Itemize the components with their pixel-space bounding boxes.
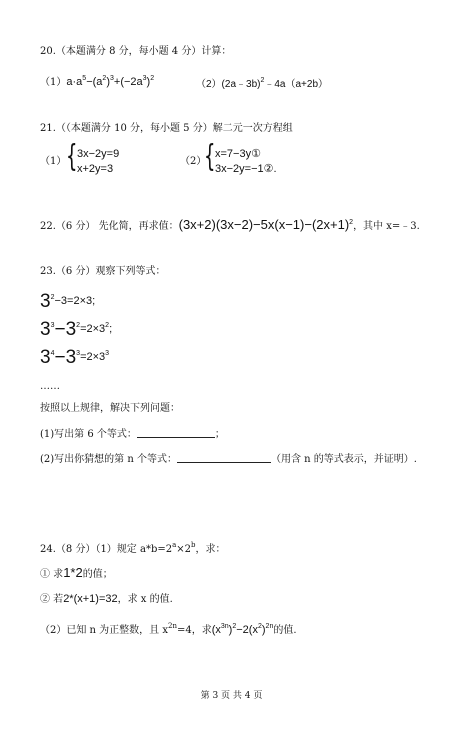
q23-part1: (1)写出第 6 个等式： ； [40,429,225,440]
q24-item-2: ② 若2*(x+1)=32，求 x 的值. [40,593,173,605]
q24-part2: （2）已知 n 为正整数，且 $x^{2n}=4$，求$(x^{3n})^2-2(x^2)^{2n}$的值. [40,622,297,636]
q23-equation-1: $3^2-3=2\times 3$; [40,291,96,312]
q20-part1: $(1)a\cdot a^5-(a^2)^3+(-2a^3)^2$ [40,75,155,88]
left-brace-icon: { [66,139,78,174]
q23-equation-3: $3^4-3^3=2\times 3^3$ [40,347,110,368]
q23-title: 23.（6 分）观察下列等式： [40,266,166,277]
q24-item-1: ① 求1*2的值； [40,565,113,580]
q21-title: 21.（（本题满分 10 分，每小题 5 分）解二元一次方程组 [40,123,293,134]
q23-ellipsis: …… [40,381,60,392]
q21-part1-eq1: 3x−2y=9 [77,148,120,160]
answer-blank[interactable] [177,452,271,463]
page-number: 第 3 页 共 4 页 [200,691,263,701]
q23-equation-2: $3^3-3^2=2\times 3^2$; [40,319,113,340]
answer-blank[interactable] [137,427,215,438]
q22-expression: $(3x+2)(3x-2)-5x(x-1)-(2x+1)^2$ [178,217,354,232]
q21-part2-system [204,139,284,178]
q24-title: 24.（8 分）（1）规定 $a*b=2^a\times 2^b$，求： [40,541,226,555]
q23-instruction: 按照以上规律，解决下列问题： [40,403,180,414]
q21-part1-eq2: x+2y=3 [77,163,114,175]
q20-part1-expression: $a\cdot a^5-(a^2)^3+(-2a^3)^2$ [66,75,155,88]
q23-part2: (2)写出你猜想的第 n 个等式： （用含 n 的等式表示，并证明）. [40,454,417,465]
q21-part2-eq2: 3x−2y=−1②. [215,163,277,175]
q21-part1-system [66,139,156,178]
q22: 22.（6 分） 先化简，再求值：$(3x+2)(3x-2)-5x(x-1)-(2x+1)^2$，其中 x=﹣3. [40,217,420,232]
q21-part2-label: （2） [180,156,207,167]
q21-part2-eq1: x=7−3y① [215,148,261,160]
left-brace-icon: { [204,139,216,174]
q20-title: 20.（本题满分 8 分，每小题 4 分）计算： [40,46,232,57]
q20-part2: （2）(2a﹣3b)$^2$﹣4a（a+2b） [196,77,329,90]
q21-part1-label: （1） [40,156,67,167]
